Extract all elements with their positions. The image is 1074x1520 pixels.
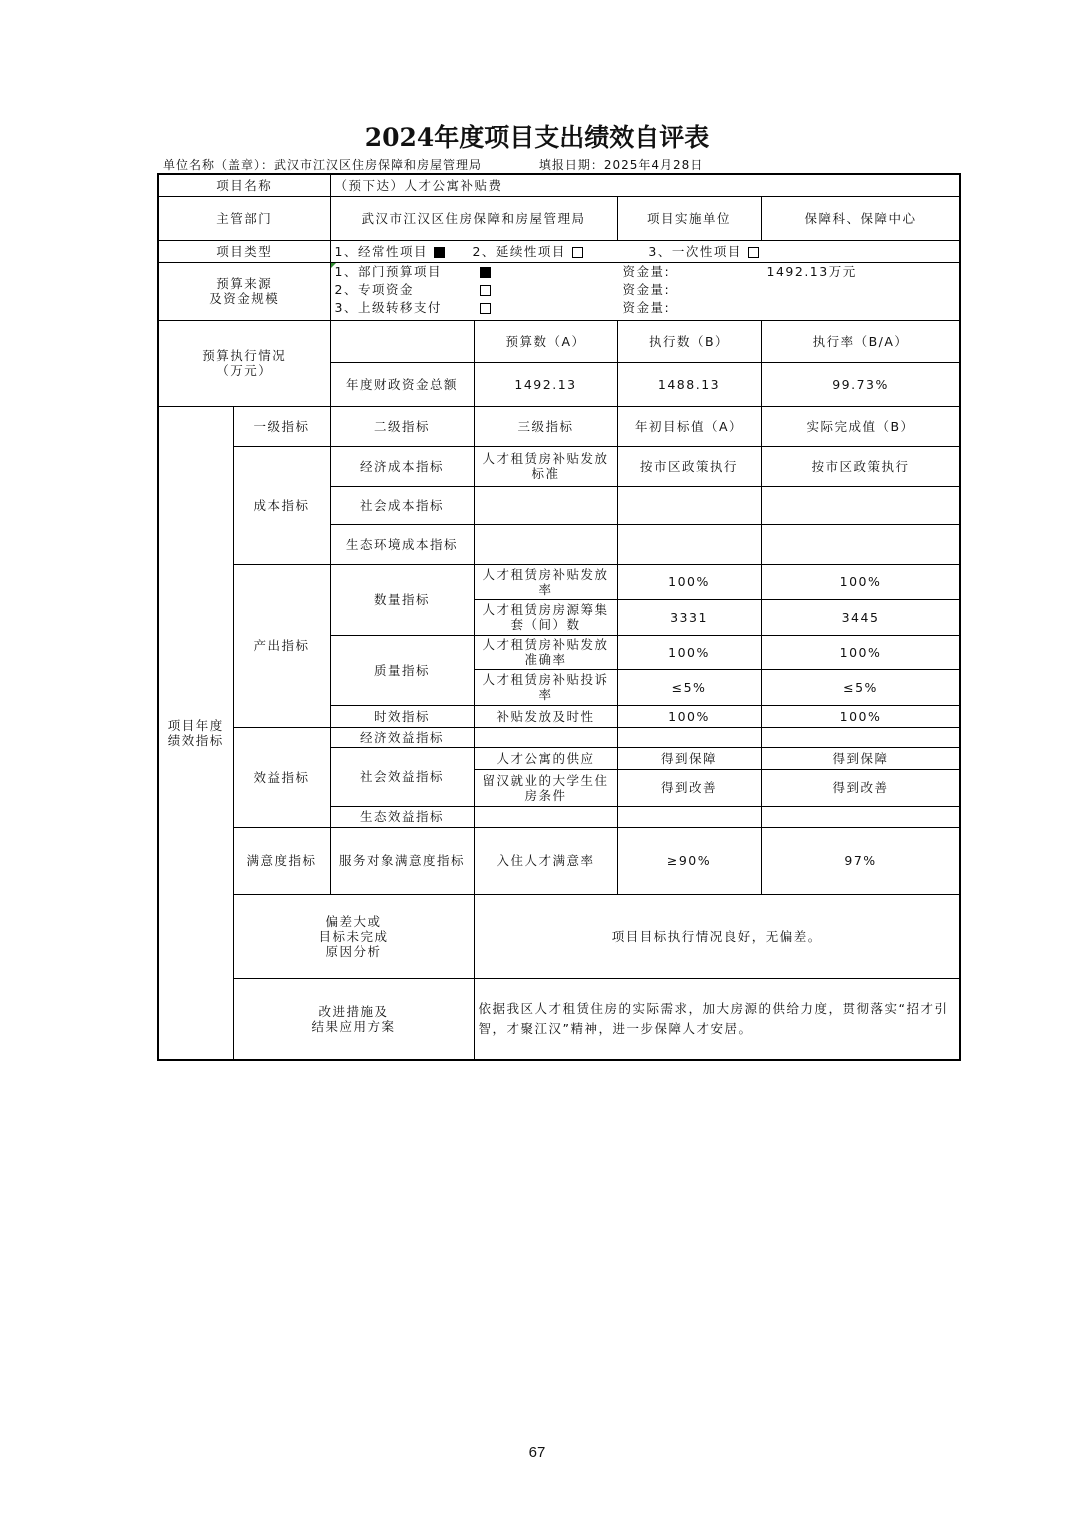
budget-header-a: 预算数（A） xyxy=(474,320,617,362)
source-1-label: 1、部门预算项目 xyxy=(334,263,442,279)
benefit-label: 效益指标 xyxy=(233,727,330,827)
quality-label: 质量指标 xyxy=(330,635,474,705)
indicators-group-label: 项目年度 绩效指标 xyxy=(158,406,233,1060)
actual-cell xyxy=(761,727,960,747)
checkbox-checked-icon xyxy=(480,267,491,278)
form-meta xyxy=(163,156,703,173)
level3-cell xyxy=(474,806,617,827)
actual-cell xyxy=(761,806,960,827)
funding-label: 预算来源 及资金规模 xyxy=(158,262,330,320)
level3-cell xyxy=(474,524,617,564)
checkbox-empty-icon xyxy=(748,247,759,258)
row-budget-header xyxy=(158,320,960,362)
source-1-amount: 1492.13万元 xyxy=(766,263,857,279)
target-cell xyxy=(617,486,761,524)
budget-rate-value: 99.73% xyxy=(761,362,960,406)
target-cell: 3331 xyxy=(617,599,761,635)
row-department xyxy=(158,196,960,240)
source-2-label: 2、专项资金 xyxy=(334,281,414,297)
type-options xyxy=(330,240,960,262)
row-project-name xyxy=(158,174,960,196)
header-target: 年初目标值（A） xyxy=(617,406,761,446)
table-row xyxy=(158,446,960,486)
level2-cell: 服务对象满意度指标 xyxy=(330,827,474,894)
source-3-label: 3、上级转移支付 xyxy=(334,299,442,315)
row-indicator-headers xyxy=(158,406,960,446)
checkbox-empty-icon xyxy=(480,303,491,314)
target-cell: 得到改善 xyxy=(617,769,761,806)
row-improvement xyxy=(158,978,960,1060)
type-option-1: 1、经常性项目 xyxy=(335,244,445,259)
actual-cell: 得到保障 xyxy=(761,747,960,769)
type-option-3: 3、一次性项目 xyxy=(648,244,758,259)
level2-cell: 生态环境成本指标 xyxy=(330,524,474,564)
level3-cell: 人才租赁房补贴发放标准 xyxy=(474,446,617,486)
actual-cell xyxy=(761,524,960,564)
target-cell: 100% xyxy=(617,635,761,669)
target-cell: ≥90% xyxy=(617,827,761,894)
project-name-label: 项目名称 xyxy=(158,174,330,196)
deviation-label: 偏差大或 目标未完成 原因分析 xyxy=(233,894,474,978)
cell-comment-marker-icon xyxy=(331,263,336,268)
social-benefit-label: 社会效益指标 xyxy=(330,747,474,806)
actual-cell: 得到改善 xyxy=(761,769,960,806)
actual-cell: 100% xyxy=(761,564,960,599)
impl-value: 保障科、保障中心 xyxy=(761,196,960,240)
actual-cell: 100% xyxy=(761,635,960,669)
level3-cell: 人才租赁房补贴发放准确率 xyxy=(474,635,617,669)
source-3-amount-label: 资金量: xyxy=(622,299,671,315)
target-cell: 100% xyxy=(617,564,761,599)
header-level1: 一级指标 xyxy=(233,406,330,446)
level3-cell: 人才租赁房补贴投诉率 xyxy=(474,669,617,705)
target-cell xyxy=(617,727,761,747)
target-cell: 100% xyxy=(617,705,761,727)
dept-value: 武汉市江汉区住房保障和房屋管理局 xyxy=(330,196,617,240)
actual-cell: 按市区政策执行 xyxy=(761,446,960,486)
type-label: 项目类型 xyxy=(158,240,330,262)
type-option-2: 2、延续性项目 xyxy=(472,244,582,259)
page-number: 67 xyxy=(528,1444,546,1461)
cost-label: 成本指标 xyxy=(233,446,330,564)
level3-cell: 补贴发放及时性 xyxy=(474,705,617,727)
date-label: 填报日期： xyxy=(538,158,604,172)
unit-label: 单位名称（盖章）： xyxy=(163,158,275,172)
target-cell: 得到保障 xyxy=(617,747,761,769)
actual-cell: 100% xyxy=(761,705,960,727)
level3-cell: 人才租赁房房源筹集套（间）数 xyxy=(474,599,617,635)
improvement-text: 依据我区人才租赁住房的实际需求，加大房源的供给力度，贯彻落实“招才引智，才聚江汉”精神，进一步保障人才安居。 xyxy=(474,978,960,1060)
source-2-amount xyxy=(767,281,958,299)
budget-row-label: 年度财政资金总额 xyxy=(330,362,474,406)
actual-cell: 97% xyxy=(761,827,960,894)
level3-cell: 留汉就业的大学生住房条件 xyxy=(474,769,617,806)
target-cell xyxy=(617,806,761,827)
level2-cell: 社会成本指标 xyxy=(330,486,474,524)
checkbox-empty-icon xyxy=(572,247,583,258)
checkbox-empty-icon xyxy=(480,285,491,296)
actual-cell xyxy=(761,486,960,524)
level3-cell: 人才租赁房补贴发放率 xyxy=(474,564,617,599)
level3-cell xyxy=(474,727,617,747)
deviation-text: 项目目标执行情况良好，无偏差。 xyxy=(474,894,960,978)
performance-table xyxy=(157,173,961,1061)
page-title: 2024年度项目支出绩效自评表 xyxy=(364,123,710,152)
level3-cell xyxy=(474,486,617,524)
quantity-label: 数量指标 xyxy=(330,564,474,635)
target-cell: ≤5% xyxy=(617,669,761,705)
ecological-benefit-label: 生态效益指标 xyxy=(330,806,474,827)
timeliness-label: 时效指标 xyxy=(330,705,474,727)
project-name-value: （预下达）人才公寓补贴费 xyxy=(330,174,960,196)
source-1-amount-label: 资金量: xyxy=(622,263,671,279)
row-funding xyxy=(158,262,960,320)
row-project-type xyxy=(158,240,960,262)
budget-header-b: 执行数（B） xyxy=(617,320,761,362)
budget-b-value: 1488.13 xyxy=(617,362,761,406)
table-row xyxy=(158,827,960,894)
row-deviation xyxy=(158,894,960,978)
budget-header-blank xyxy=(330,320,474,362)
target-cell: 按市区政策执行 xyxy=(617,446,761,486)
output-label: 产出指标 xyxy=(233,564,330,727)
date-value: 2025年4月28日 xyxy=(603,158,704,172)
unit-name: 武汉市江汉区住房保障和房屋管理局 xyxy=(274,158,483,172)
level3-cell: 人才公寓的供应 xyxy=(474,747,617,769)
funding-sources xyxy=(330,262,960,320)
actual-cell: 3445 xyxy=(761,599,960,635)
impl-label: 项目实施单位 xyxy=(617,196,761,240)
source-2-amount-label: 资金量: xyxy=(622,281,671,297)
level3-cell: 入住人才满意率 xyxy=(474,827,617,894)
header-actual: 实际完成值（B） xyxy=(761,406,960,446)
source-3-amount xyxy=(767,299,958,317)
level2-cell: 经济成本指标 xyxy=(330,446,474,486)
budget-label: 预算执行情况 （万元） xyxy=(158,320,330,406)
table-row xyxy=(158,564,960,599)
header-level3: 三级指标 xyxy=(474,406,617,446)
economic-benefit-label: 经济效益指标 xyxy=(330,727,474,747)
table-row xyxy=(158,727,960,747)
budget-header-rate: 执行率（B/A） xyxy=(761,320,960,362)
target-cell xyxy=(617,524,761,564)
improvement-label: 改进措施及 结果应用方案 xyxy=(233,978,474,1060)
satisfaction-label: 满意度指标 xyxy=(233,827,330,894)
checkbox-checked-icon xyxy=(434,247,445,258)
budget-a-value: 1492.13 xyxy=(474,362,617,406)
dept-label: 主管部门 xyxy=(158,196,330,240)
actual-cell: ≤5% xyxy=(761,669,960,705)
header-level2: 二级指标 xyxy=(330,406,474,446)
